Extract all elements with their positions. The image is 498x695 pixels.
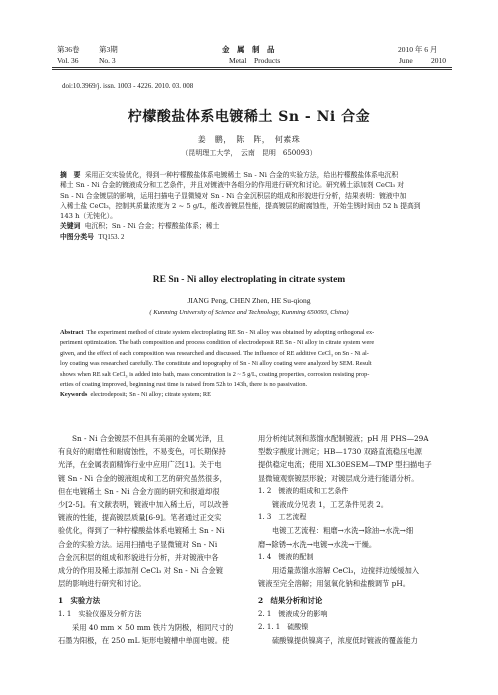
abstract-cn-line: 143 h（无钝化）。 xyxy=(60,212,117,221)
body-line: 硫酸镍提供镍离子，浓度低时镀液的覆盖能力 xyxy=(272,636,418,646)
header-rule xyxy=(52,67,452,68)
abstract-en-line: periment optimization. The bath composition and process condition of electrodeposit RE Sn - Ni alloy in citrate system were xyxy=(60,339,375,347)
body-line: 电镀工艺流程：粗磨→水洗→除油→水洗→细 xyxy=(272,526,414,536)
section-heading: 2 结果分析和讨论 xyxy=(258,596,323,606)
volume-cn: 第36卷 xyxy=(57,45,80,54)
subsubsection-heading: 2. 1. 1 硫酸镍 xyxy=(258,622,309,631)
body-line: 验优化，得到了一种柠檬酸盐体系电镀稀土 Sn - Ni xyxy=(58,526,225,536)
section-heading: 1 实验方法 xyxy=(58,596,101,606)
body-line: 镀 Sn - Ni 合金的镀液组成和工艺的研究虽然很多， xyxy=(58,473,227,483)
body-line: Sn - Ni 合金镀层不但具有美丽的金属光泽，且 xyxy=(72,434,224,443)
body-line: 磨→除锈→水洗→电镀→水洗→干燥。 xyxy=(258,539,377,549)
subsection-heading: 2. 1 镀液成分的影响 xyxy=(258,609,328,618)
date-en-month: June xyxy=(399,56,413,65)
keywords-en: electrodeposit; Sn - Ni alloy; citrate system; RE xyxy=(90,391,211,399)
body-line: 合金的实验方法。运用扫描电子显微镜对 Sn - Ni xyxy=(58,539,218,549)
abstract-en-line: erties of coating improved, beginning rust time is raised from 52h to 143h, there is no passivation. xyxy=(60,381,308,389)
journal-name-en: Metal Products xyxy=(229,56,281,65)
clc-cn-label: 中图分类号 xyxy=(60,232,94,241)
body-line: 型数字酸度计测定；HB—1730 双路直流稳压电源 xyxy=(258,447,422,457)
abstract-en xyxy=(60,328,444,401)
abstract-cn-line: 稀土 Sn - Ni 合金的镀液成分和工艺条件，并且对镀液中各组分的作用进行研究和讨论。研究稀土添加剂 CeCl₃ 对 xyxy=(60,181,405,190)
abstract-cn xyxy=(60,170,444,243)
subsection-heading: 1. 4 镀液的配制 xyxy=(258,552,314,561)
keywords-cn: 电沉积；Sn - Ni 合金；柠檬酸盐体系；稀土 xyxy=(84,222,220,231)
left-column xyxy=(58,432,246,647)
affiliation-en: ( Kunming University of Science and Technology, Kunming 650093, China) xyxy=(149,309,349,316)
date-en-year: 2010 xyxy=(431,56,446,65)
body-line: 光泽，在金属表面精饰行业中应用广泛[1]。关于电 xyxy=(58,460,222,470)
issue-cn: 第3期 xyxy=(99,45,118,54)
journal-name-cn: 金 属 制 品 xyxy=(222,45,275,54)
abstract-cn-line: Sn - Ni 合金镀层的影响，运用扫描电子显微镜对 Sn - Ni 合金沉积层的组成和形貌进行分析，结果表明：镀液中加 xyxy=(60,191,407,200)
abstract-en-line: The experiment method of citrate system electroplating RE Sn - Ni alloy was obtained by adopting orthogonal ex- xyxy=(86,329,375,336)
right-column xyxy=(258,432,450,647)
keywords-en-label: Keywords xyxy=(60,391,88,399)
keywords-cn-label: 关键词 xyxy=(60,222,81,231)
authors-cn: 姜 鹏， 陈 阵， 何素珠 xyxy=(197,135,301,144)
body-line: 镀液的性能，提高镀层质量[6-9]。笔者通过正交实 xyxy=(58,513,222,523)
body-line: 采用 40 mm × 50 mm 铁片为阴极，相同尺寸的 xyxy=(72,622,234,632)
subsection-heading: 1. 2 镀液的组成和工艺条件 xyxy=(258,486,349,495)
abstract-cn-line: 采用正交实验优化，得到一种柠檬酸盐体系电镀稀土 Sn - Ni 合金的实验方法，给出柠檬酸盐体系电沉积 xyxy=(84,171,399,179)
body-line: 石墨为阳极，在 250 mL 矩形电镀槽中单面电镀。使 xyxy=(58,636,230,646)
body-line: 成分的作用及稀土添加剂 CeCl₃ 对 Sn - Ni 合金镀 xyxy=(58,566,223,576)
body-line: 用分析纯试剂和蒸馏水配制镀液；pH 用 PHS—29A xyxy=(258,434,429,443)
doi: doi:10.3969/j. issn. 1003 - 4226. 2010. 03. 008 xyxy=(62,82,194,90)
abstract-cn-label: 摘 要 xyxy=(60,171,81,179)
abstract-cn-line: 入稀土盐 CeCl₃，控制其质量浓度为 2 ~ 5 g/L，能改善镀层性能，提高镀层的耐腐蚀性，开始生锈时间由 52 h 提高到 xyxy=(60,201,421,210)
body-line: 用适量蒸馏水溶解 CeCl₃，边搅拌边缓缓加入 xyxy=(272,566,420,576)
abstract-en-line: given, and the effect of each composition was researched and discussed. The influence of RE additive CeCl₃ on Sn - Ni al- xyxy=(60,349,369,357)
affiliation-cn: （昆明理工大学， 云南 昆明 650093） xyxy=(181,149,317,157)
date-cn: 2010 年 6 月 xyxy=(398,45,438,54)
title-cn: 柠檬酸盐体系电镀稀土 Sn - Ni 合金 xyxy=(127,109,371,125)
abstract-en-label: Abstract xyxy=(60,329,84,336)
clc-cn: TQ153. 2 xyxy=(98,233,125,241)
subsection-heading: 1. 3 工艺流程 xyxy=(258,513,307,522)
body-line: 镀液至完全溶解；用氢氧化钠和盐酸调节 pH。 xyxy=(258,579,410,589)
abstract-en-line: shows when RE salt CeCl₃ is added into bath, mass concentration is 2 ~ 5 g/L, coating properties, corrosion resisting prop- xyxy=(60,370,370,378)
body-line: 提供稳定电流；使用 XL30ESEM—TMP 型扫描电子 xyxy=(258,460,432,470)
body-line: 少[2-5]。有文献表明，镀液中加入稀土后，可以改善 xyxy=(58,500,229,510)
issue-en: No. 3 xyxy=(99,56,116,65)
body-line: 层的影响进行研究和讨论。 xyxy=(58,579,146,589)
body-line: 有良好的耐磨性和耐腐蚀性，不易变色，可长期保持 xyxy=(58,447,226,457)
authors-en: JIANG Peng, CHEN Zhen, HE Su-qiong xyxy=(187,296,311,305)
body-line: 显微镜观察镀层形貌；对镀层成分进行能谱分析。 xyxy=(258,473,419,483)
volume-en: Vol. 36 xyxy=(57,56,79,65)
subsection-heading: 1. 1 实验仪器及分析方法 xyxy=(58,609,142,618)
title-en: RE Sn - Ni alloy electroplating in citrate system xyxy=(152,275,346,285)
body-line: 合金沉积层的组成和形貌进行分析，并对镀液中各 xyxy=(58,552,219,562)
header-rule-2 xyxy=(52,69,452,70)
body-line: 但在电镀稀土 Sn - Ni 合金方面的研究和报道却很 xyxy=(58,486,220,496)
body-line: 镀液成分见表 1，工艺条件见表 2。 xyxy=(272,500,389,510)
abstract-en-line: loy coating was researched carefully. The constitute and topography of Sn - Ni alloy coating were analyzed by SEM. Result xyxy=(60,360,372,368)
